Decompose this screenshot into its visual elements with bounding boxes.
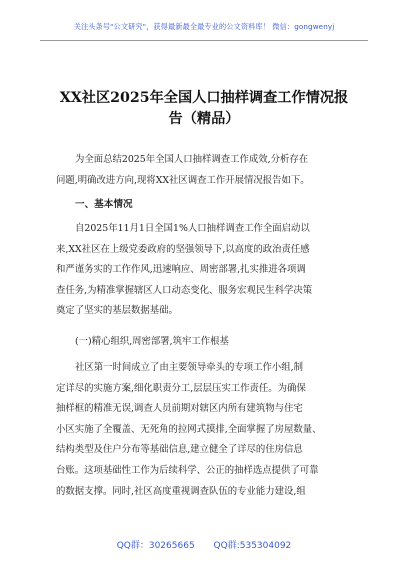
subsection1-paragraph: [56, 358, 352, 502]
subsection1-heading: (一)精心组织,周密部署,筑牢工作根基: [75, 336, 229, 347]
text-line: 查任务,为精准掌握辖区人口动态变化、服务宏观民生科学决策: [56, 284, 313, 296]
subsection-heading: [56, 332, 352, 353]
text-line: 的数据支撑。同时,社区高度重视调查队伍的专业能力建设,组: [56, 485, 306, 497]
footer-qq-group-1: QQ群：30265665: [116, 541, 195, 551]
text-line: 结构类型及住户分布等基础信息,建立健全了详尽的住房信息: [56, 444, 303, 456]
text-line: 抽样框的精准无误,调查人员前期对辖区内所有建筑物与住宅: [56, 403, 303, 415]
title-line-2: 告（精品）: [168, 111, 240, 127]
intro-paragraph: [56, 150, 352, 191]
text-line: 定详尽的实施方案,细化职责分工,层层压实工作责任。为确保: [56, 382, 306, 394]
title-line-1: XX社区2025年全国人口抽样调查工作情况报: [59, 90, 349, 106]
text-line: 自2025年11月1日全国1%人口抽样调查工作全面启动以: [75, 223, 310, 234]
document-title: [42, 88, 366, 130]
header-divider: [40, 40, 368, 41]
section1-paragraph: [56, 219, 352, 322]
text-line: 问题,明确改进方向,现将XX社区调查工作开展情况报告如下。: [56, 174, 310, 186]
text-line: 为全面总结2025年全国人口抽样调查工作成效,分析存在: [75, 154, 309, 165]
text-line: 来,XX社区在上级党委政府的坚强领导下,以高度的政治责任感: [56, 243, 310, 255]
text-line: 台账。这项基础性工作为后续科学、公正的抽样选点提供了可靠: [56, 464, 319, 476]
header-banner: 关注头条号"公文研究"，获得最新最全最专业的公文资料库！ 微信：gongwenyj: [73, 22, 335, 31]
footer-contact: [0, 538, 408, 551]
text-line: 和严谨务实的工作作风,迅速响应、周密部署,扎实推进各项调: [56, 264, 306, 276]
text-line: 社区第一时间成立了由主要领导牵头的专项工作小组,制: [75, 362, 303, 373]
section1-heading: 一、基本情况: [75, 199, 133, 210]
section-heading: [56, 195, 352, 216]
text-line: 小区实施了全覆盖、无死角的拉网式摸排,全面掌握了房屋数量、: [56, 423, 322, 435]
text-line: 奠定了坚实的基层数据基础。: [56, 305, 178, 317]
footer-qq-group-2: QQ群:535304092: [213, 541, 292, 551]
